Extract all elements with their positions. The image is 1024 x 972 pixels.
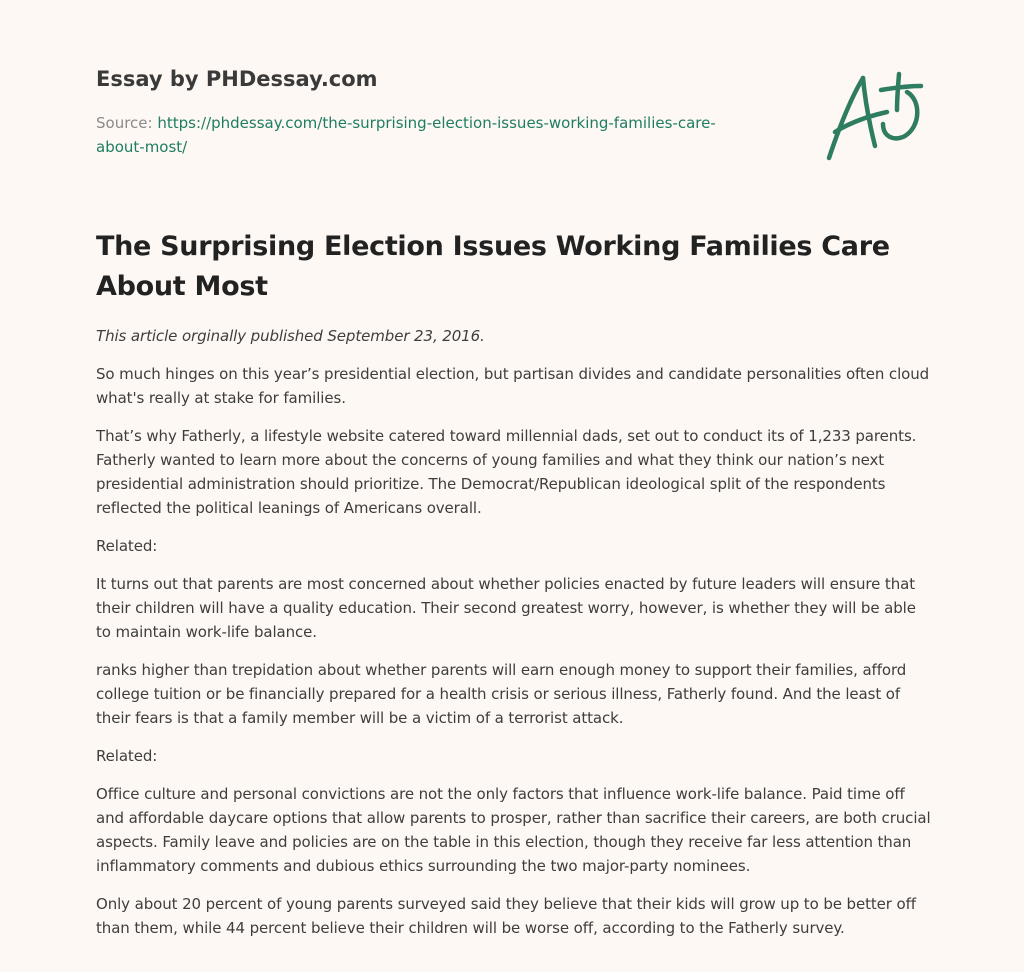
article-paragraph: Office culture and personal convictions are not the only factors that influence work-life balance. Paid time off and affordable daycare options that allow parents to prosper, rather than sacrifice their careers, are both crucial aspects. Family leave and policies are on the table in this election, though they receive far less attention than inflammatory comments and dubious ethics surrounding the two major-party nominees. [96, 785, 931, 875]
source-line [96, 111, 736, 159]
related-label: Related: [96, 537, 158, 555]
source-label: Source: [96, 114, 153, 132]
a-plus-logo [821, 66, 931, 166]
article-paragraph: That’s why Fatherly, a lifestyle website catered toward millennial dads, set out to conduct its of 1,233 parents. Fatherly wanted to learn more about the concerns of young families and what they think our nation’s next presidential administration should prioritize. The Democrat/Republican ideological split of the respondents reflected the political leanings of Americans overall. [96, 427, 917, 517]
brand-name: Essay by PHDessay.com [96, 67, 378, 91]
article-title: The Surprising Election Issues Working Families Care About Most [96, 231, 890, 302]
source-link[interactable]: https://phdessay.com/the-surprising-election-issues-working-families-care-about-most/ [96, 114, 716, 156]
article-paragraph: It turns out that parents are most concerned about whether policies enacted by future leaders will ensure that their children will have a quality education. Their second greatest worry, however, is whether they will be able to maintain work-life balance. [96, 575, 916, 641]
a-plus-logo-icon [821, 66, 931, 166]
article-body [96, 324, 932, 954]
article-paragraph: So much hinges on this year’s presidential election, but partisan divides and candidate personalities often cloud what's really at stake for families. [96, 365, 930, 407]
related-label: Related: [96, 747, 158, 765]
article-paragraph: Only about 20 percent of young parents surveyed said they believe that their kids will grow up to be better off than them, while 44 percent believe their children will be worse off, according to the Fatherly survey. [96, 895, 916, 937]
article-intro: This article orginally published September 23, 2016. [96, 327, 485, 345]
article-paragraph: ranks higher than trepidation about whether parents will earn enough money to support their families, afford college tuition or be financially prepared for a health crisis or serious illness, Fatherly found. And the least of their fears is that a family member will be a victim of a terrorist attack. [96, 661, 907, 727]
